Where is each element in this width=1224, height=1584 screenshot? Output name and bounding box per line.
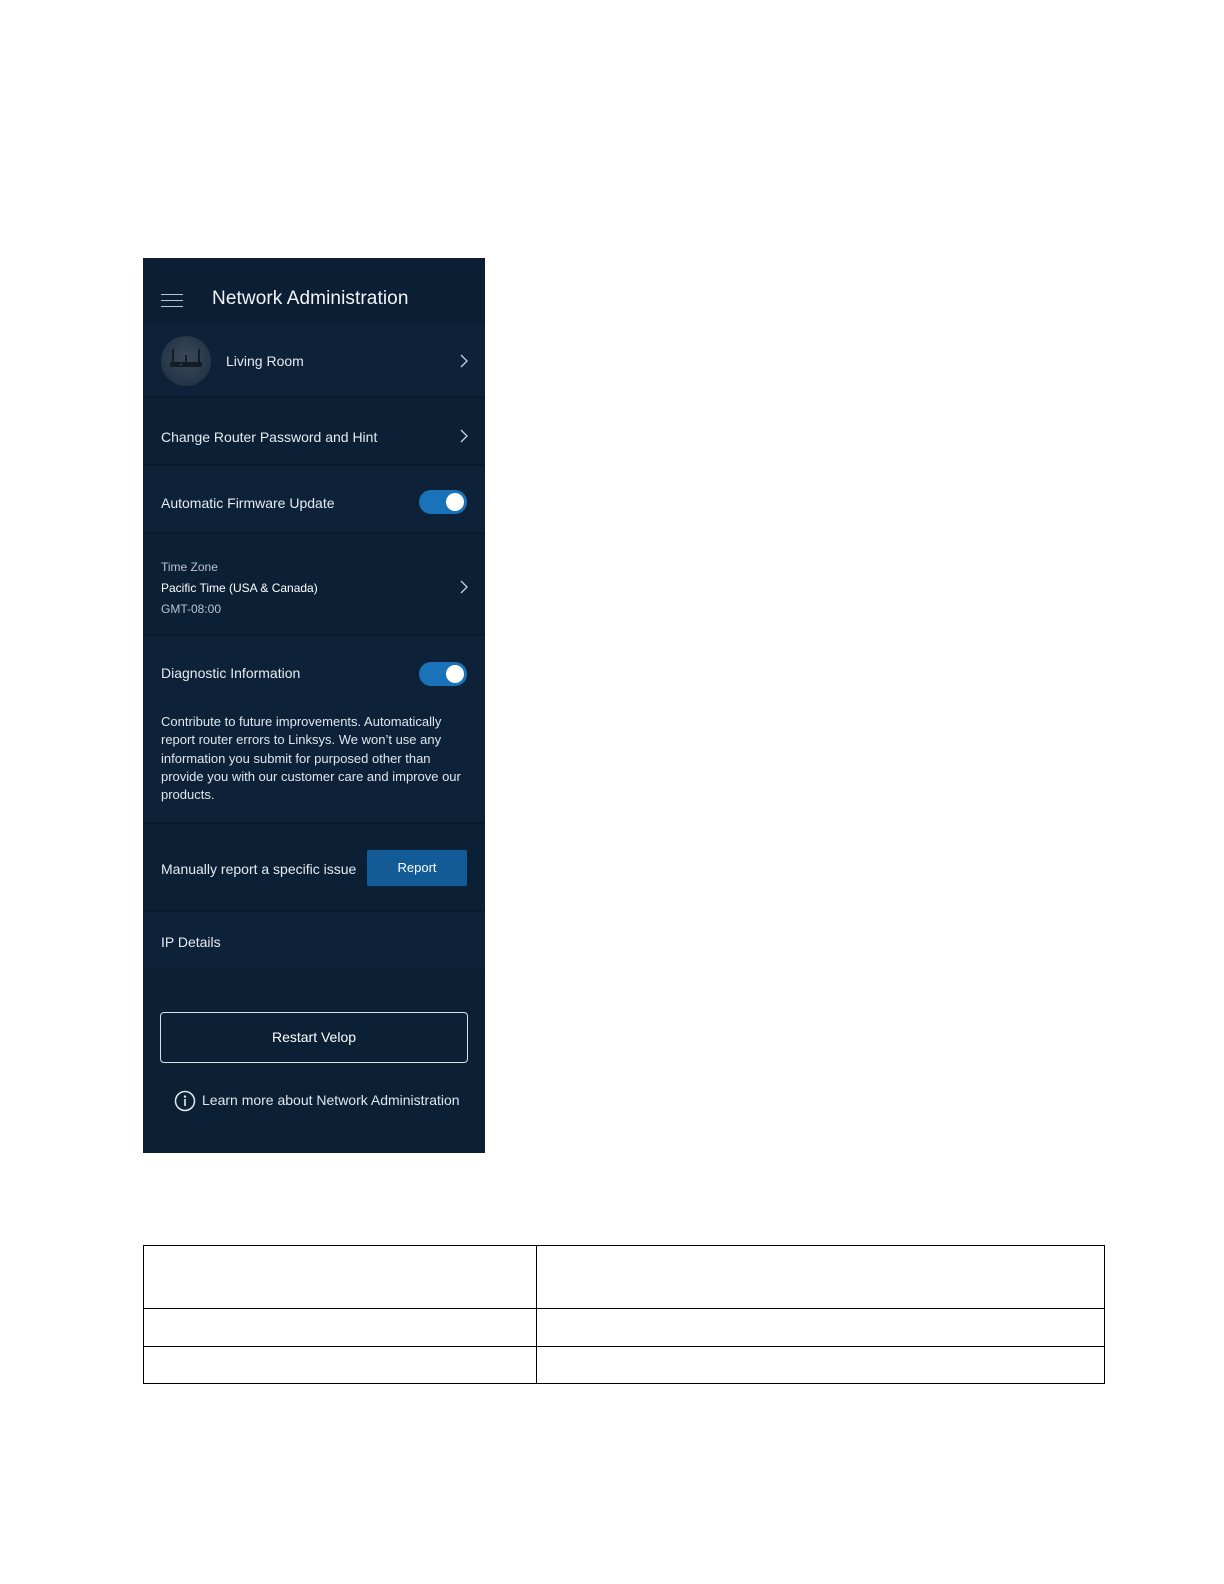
diagnostic-toggle[interactable] [419, 662, 467, 686]
toggle-knob [446, 665, 464, 683]
chevron-right-icon [459, 429, 469, 443]
table-cell [537, 1347, 1105, 1384]
time-zone-value: Pacific Time (USA & Canada) [161, 581, 318, 595]
learn-more-label: Learn more about Network Administration [202, 1092, 460, 1108]
firmware-update-label: Automatic Firmware Update [161, 495, 335, 511]
diagnostic-description: Contribute to future improvements. Automatically report router errors to Linksys. We won’t use any information you submit for purposed other than provide you with our customer care and improve our products. [161, 714, 461, 803]
table-row [144, 1309, 1105, 1347]
chevron-right-icon [459, 354, 469, 368]
restart-velop-button[interactable]: Restart Velop [160, 1012, 468, 1063]
toggle-knob [446, 493, 464, 511]
ip-details-row[interactable] [143, 912, 485, 970]
page-title: Network Administration [212, 288, 409, 309]
info-icon [174, 1090, 196, 1112]
firmware-update-toggle[interactable] [419, 490, 467, 514]
table-cell [144, 1246, 537, 1309]
app-header [143, 258, 485, 322]
change-password-row[interactable] [143, 398, 485, 464]
time-zone-offset: GMT-08:00 [161, 602, 222, 616]
empty-table [143, 1245, 1105, 1384]
diagnostic-label: Diagnostic Information [161, 665, 301, 681]
table-row [144, 1246, 1105, 1309]
router-thumbnail [161, 336, 211, 386]
chevron-right-icon [459, 580, 469, 594]
firmware-update-row [143, 466, 485, 532]
ip-details-label: IP Details [161, 934, 221, 950]
manual-report-label: Manually report a specific issue [161, 861, 357, 877]
menu-icon[interactable] [161, 294, 183, 310]
router-icon [161, 336, 211, 386]
change-password-label: Change Router Password and Hint [161, 429, 378, 445]
time-zone-row[interactable] [143, 534, 485, 634]
time-zone-heading: Time Zone [161, 560, 218, 574]
report-button[interactable]: Report [367, 850, 467, 886]
device-name: Living Room [226, 353, 304, 369]
device-row-living-room[interactable] [143, 324, 485, 396]
table-row [144, 1347, 1105, 1384]
table-cell [537, 1309, 1105, 1347]
table-cell [537, 1246, 1105, 1309]
app-screenshot [143, 258, 485, 1153]
table-cell [144, 1347, 537, 1384]
table-cell [144, 1309, 537, 1347]
